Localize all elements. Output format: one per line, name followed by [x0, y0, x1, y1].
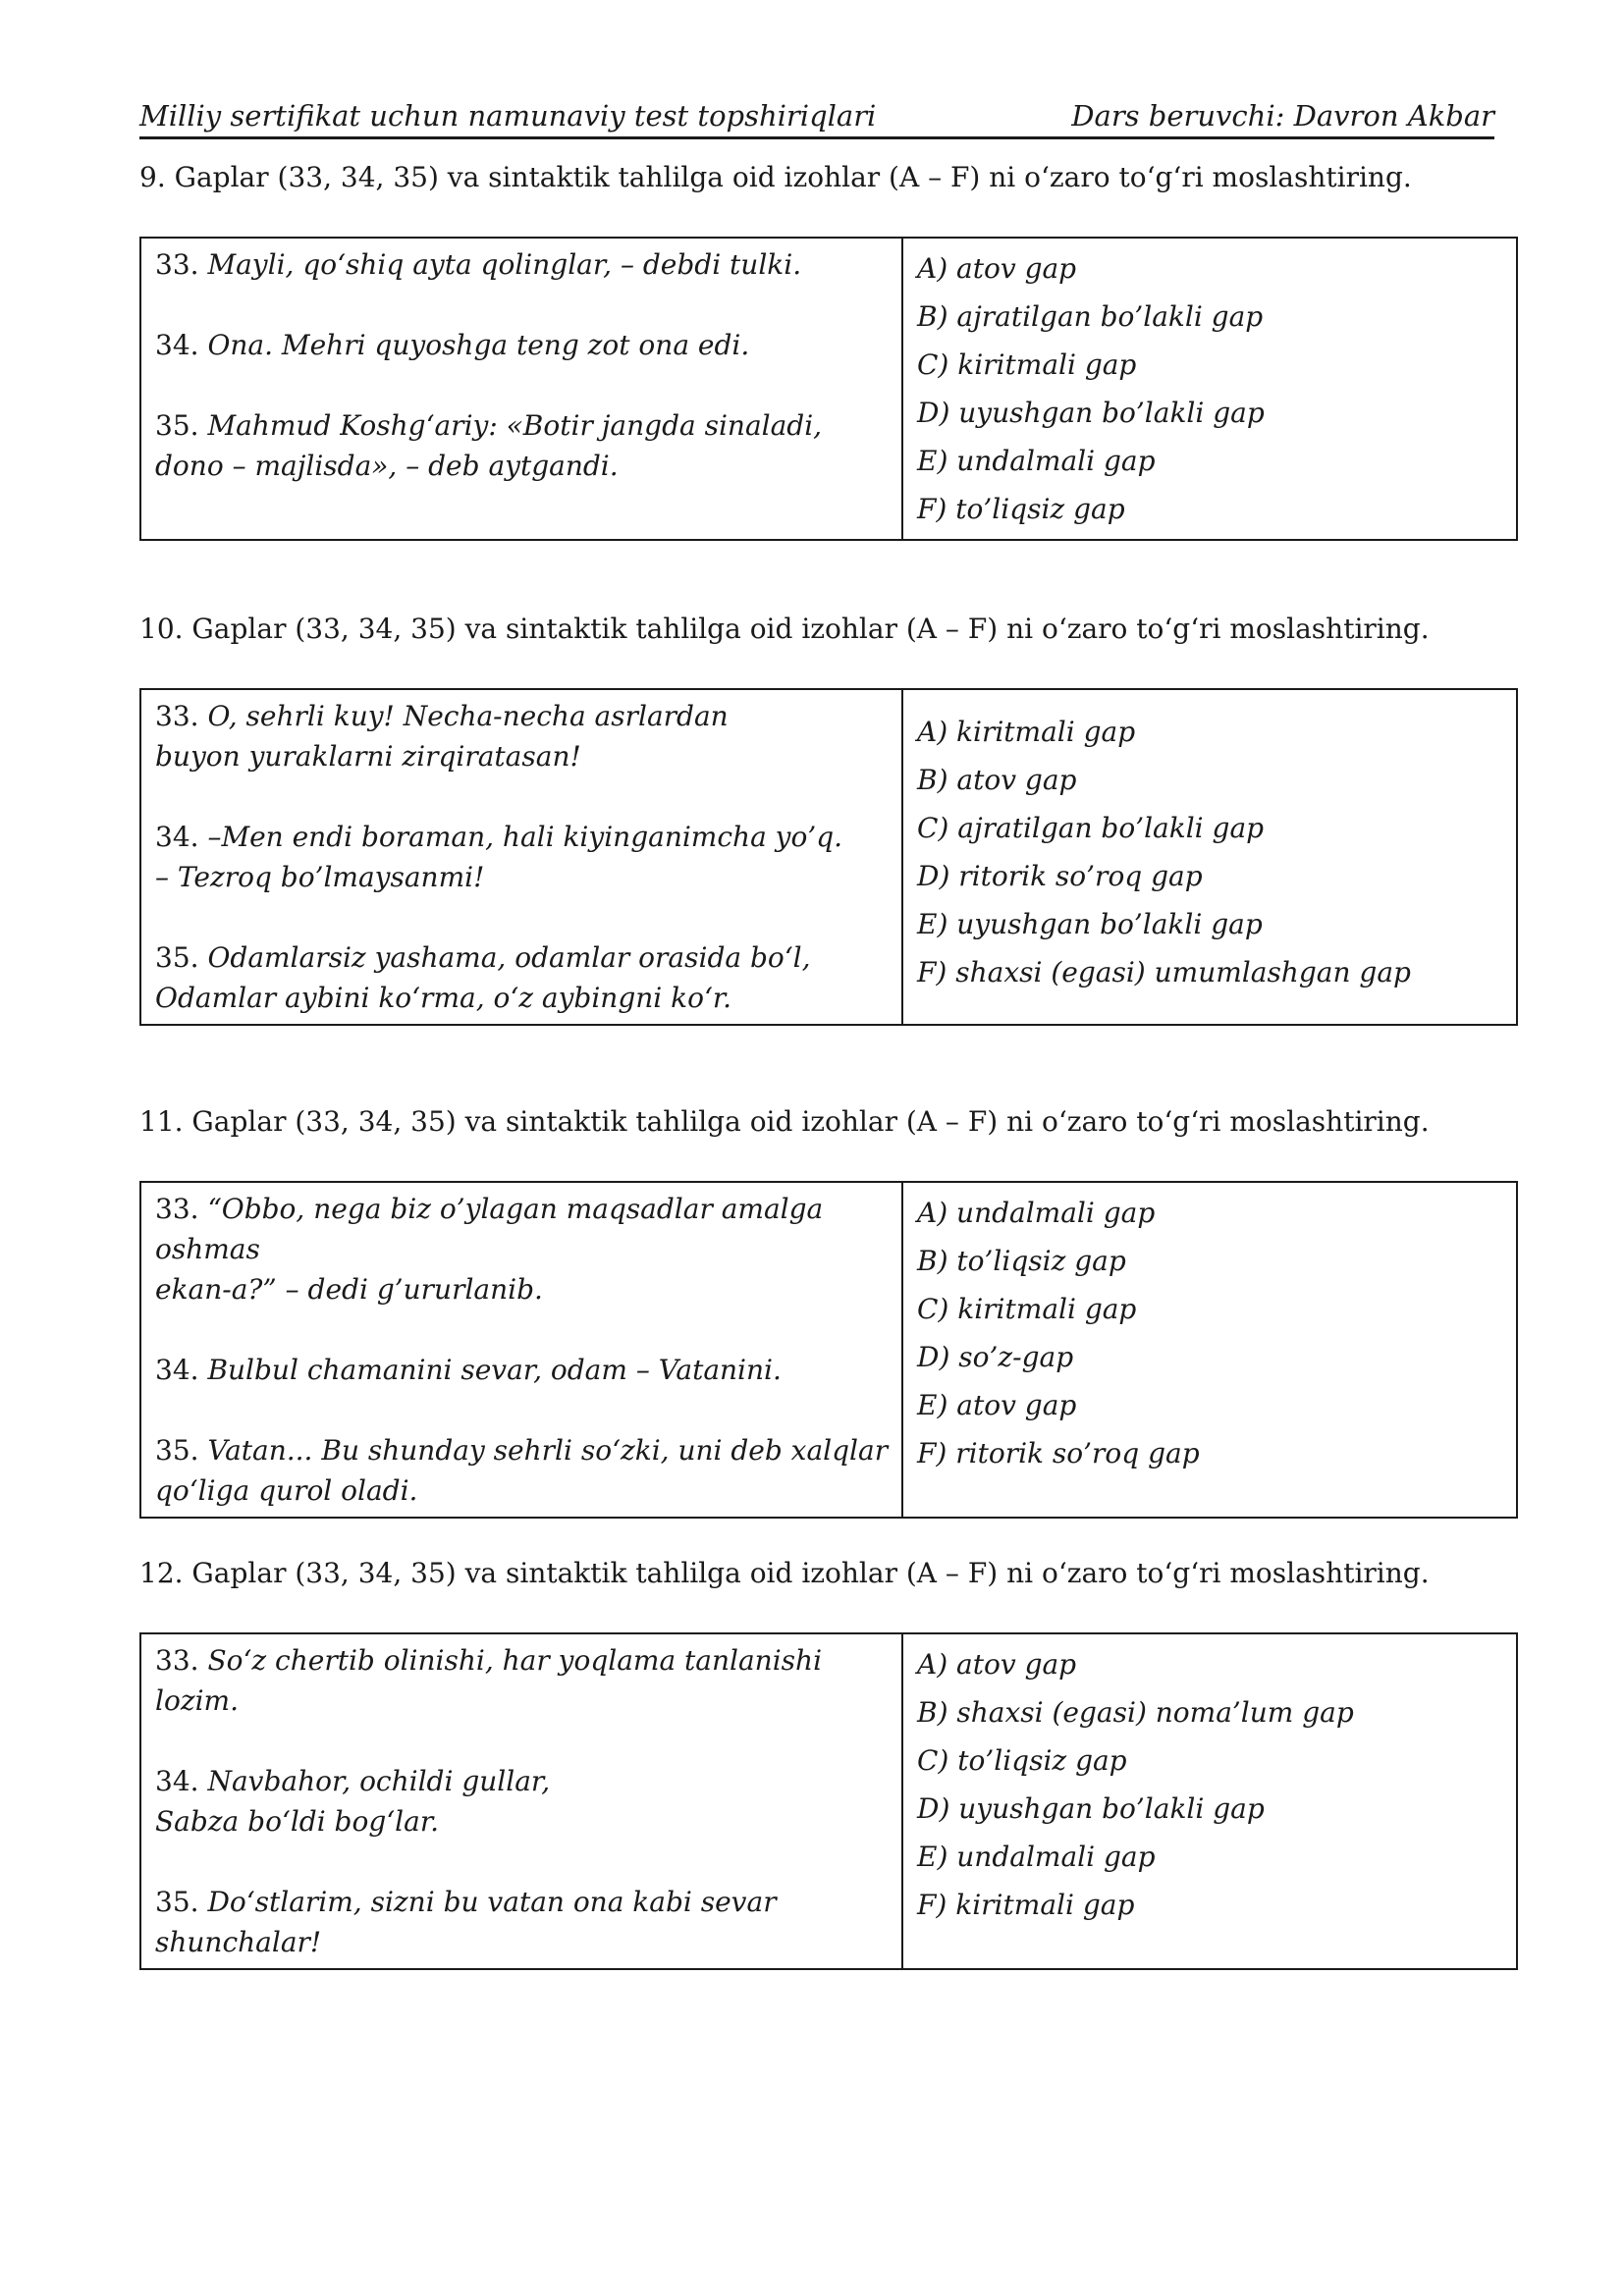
sentences-cell [140, 1182, 902, 1518]
sentence-35: 35. Odamlarsiz yashama, odamlar orasida bo‘l, Odamlar aybini ko‘rma, o‘z aybingni ko‘r. [155, 941, 811, 1014]
option-f: F) shaxsi (egasi) umumlashgan gap [917, 956, 1411, 988]
question-prompt: 10. Gaplar (33, 34, 35) va sintaktik tahlilga oid izohlar (A – F) ni o‘zaro to‘g‘ri moslashtiring. [139, 613, 1430, 645]
sentence-35: 35. Mahmud Koshg‘ariy: «Botir jangda sinaladi, dono – majlisda», – deb aytgandi. [155, 409, 823, 482]
matching-table-9 [139, 237, 1518, 541]
question-prompt: 11. Gaplar (33, 34, 35) va sintaktik tahlilga oid izohlar (A – F) ni o‘zaro to‘g‘ri moslashtiring. [139, 1105, 1430, 1138]
sentences-cell [140, 238, 902, 540]
option-c: C) ajratilgan bo’lakli gap [917, 812, 1265, 844]
option-e: E) uyushgan bo’lakli gap [917, 908, 1263, 940]
page-header [139, 98, 1494, 139]
options-cell [902, 1182, 1517, 1518]
option-e: E) undalmali gap [917, 1841, 1156, 1873]
option-d: D) so’z-gap [917, 1341, 1074, 1373]
sentence-35: 35. Vatan... Bu shunday sehrli so‘zki, uni deb xalqlar qo‘liga qurol oladi. [155, 1434, 889, 1507]
matching-table-12 [139, 1632, 1518, 1970]
option-f: F) kiritmali gap [917, 1889, 1135, 1921]
option-b: B) ajratilgan bo’lakli gap [917, 300, 1264, 333]
option-e: E) undalmali gap [917, 445, 1156, 477]
option-f: F) to’liqsiz gap [917, 493, 1125, 525]
matching-table-11 [139, 1181, 1518, 1519]
question-10 [139, 613, 1514, 645]
sentences-cell [140, 1633, 902, 1969]
options-cell [902, 689, 1517, 1025]
sentence-34: 34. Bulbul chamanini sevar, odam – Vatanini. [155, 1354, 782, 1386]
matching-table-10 [139, 688, 1518, 1026]
option-f: F) ritorik so’roq gap [917, 1437, 1200, 1469]
option-a: A) atov gap [917, 252, 1077, 285]
sentence-33: 33. O, sehrli kuy! Necha-necha asrlardan buyon yuraklarni zirqiratasan! [155, 700, 729, 773]
sentence-34: 34. –Men endi boraman, hali kiyinganimcha yo’q. – Tezroq bo’lmaysanmi! [155, 821, 843, 893]
question-prompt: 12. Gaplar (33, 34, 35) va sintaktik tahlilga oid izohlar (A – F) ni o‘zaro to‘g‘ri moslashtiring. [139, 1557, 1430, 1589]
sentence-33: 33. Mayli, qo‘shiq ayta qolinglar, – debdi tulki. [155, 248, 802, 281]
sentence-35: 35. Do‘stlarim, sizni bu vatan ona kabi sevar shunchalar! [155, 1886, 777, 1958]
options-cell [902, 238, 1517, 540]
sentence-33: 33. “Obbo, nega biz o’ylagan maqsadlar amalga oshmas ekan-a?” – dedi g’ururlanib. [155, 1193, 824, 1306]
header-right-author: Dars beruvchi: Davron Akbar [1071, 99, 1494, 133]
options-cell [902, 1633, 1517, 1969]
option-c: C) kiritmali gap [917, 348, 1137, 381]
option-c: C) to’liqsiz gap [917, 1744, 1127, 1777]
question-9 [139, 161, 1514, 193]
option-c: C) kiritmali gap [917, 1293, 1137, 1325]
option-a: A) undalmali gap [917, 1197, 1156, 1229]
option-a: A) kiritmali gap [917, 716, 1136, 748]
sentence-34: 34. Navbahor, ochildi gullar, Sabza bo‘ldi bog‘lar. [155, 1765, 551, 1838]
option-d: D) ritorik so’roq gap [917, 860, 1203, 892]
option-a: A) atov gap [917, 1648, 1077, 1681]
sentence-34: 34. Ona. Mehri quyoshga teng zot ona edi. [155, 329, 750, 361]
question-12 [139, 1557, 1514, 1589]
question-11 [139, 1105, 1514, 1138]
option-d: D) uyushgan bo’lakli gap [917, 397, 1265, 429]
option-b: B) atov gap [917, 764, 1077, 796]
sentence-33: 33. So‘z chertib olinishi, har yoqlama tanlanishi lozim. [155, 1644, 823, 1717]
question-prompt: 9. Gaplar (33, 34, 35) va sintaktik tahlilga oid izohlar (A – F) ni o‘zaro to‘g‘ri moslashtiring. [139, 161, 1412, 193]
option-b: B) to’liqsiz gap [917, 1245, 1126, 1277]
header-left-title: Milliy sertifikat uchun namunaviy test topshiriqlari [139, 99, 877, 133]
option-d: D) uyushgan bo’lakli gap [917, 1792, 1265, 1825]
option-e: E) atov gap [917, 1389, 1077, 1421]
option-b: B) shaxsi (egasi) noma’lum gap [917, 1696, 1354, 1729]
sentences-cell [140, 689, 902, 1025]
